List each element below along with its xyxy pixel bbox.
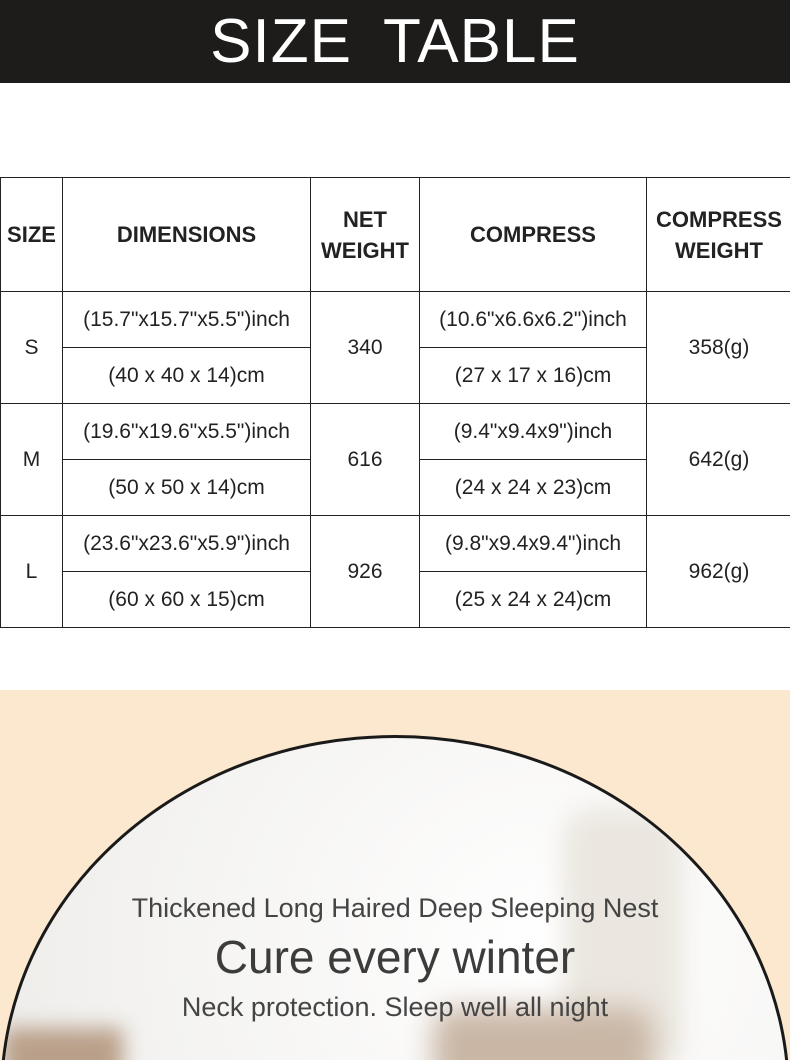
promo-headline: Cure every winter: [214, 931, 576, 983]
promo-tagline: Neck protection. Sleep well all night: [181, 992, 609, 1022]
compress-inch-cell: (9.8"x9.4x9.4")inch: [420, 516, 647, 572]
header-compress-weight: [647, 178, 790, 292]
promo-banner: [0, 690, 790, 1060]
header-banner: [0, 0, 790, 83]
dimension-inch-cell: (15.7"x15.7"x5.5")inch: [63, 292, 311, 348]
compress-cm-cell: (27 x 17 x 16)cm: [420, 348, 647, 404]
header-compress-weight-line2: WEIGHT: [675, 237, 763, 263]
compress-weight-cell: 358(g): [647, 292, 790, 404]
net-weight-cell: 616: [311, 404, 420, 516]
header-net-weight-line1: NET: [343, 206, 387, 232]
table-row: [1, 292, 790, 348]
header-dimensions: DIMENSIONS: [63, 178, 311, 292]
table-row: [1, 516, 790, 572]
compress-inch-cell: (10.6"x6.6x6.2")inch: [420, 292, 647, 348]
table-row: [1, 404, 790, 460]
compress-inch-cell: (9.4"x9.4x9")inch: [420, 404, 647, 460]
header-net-weight-line2: WEIGHT: [321, 237, 409, 263]
size-cell: L: [1, 516, 63, 628]
header-net-weight: [311, 178, 420, 292]
header-compress: COMPRESS: [420, 178, 647, 292]
dimension-cm-cell: (60 x 60 x 15)cm: [63, 572, 311, 628]
background-blur-shape: [3, 1028, 123, 1060]
dimension-inch-cell: (19.6"x19.6"x5.5")inch: [63, 404, 311, 460]
compress-cm-cell: (25 x 24 x 24)cm: [420, 572, 647, 628]
dimension-cm-cell: (50 x 50 x 14)cm: [63, 460, 311, 516]
compress-cm-cell: (24 x 24 x 23)cm: [420, 460, 647, 516]
dimension-inch-cell: (23.6"x23.6"x5.9")inch: [63, 516, 311, 572]
dimension-cm-cell: (40 x 40 x 14)cm: [63, 348, 311, 404]
net-weight-cell: 926: [311, 516, 420, 628]
compress-weight-cell: 962(g): [647, 516, 790, 628]
promo-subtitle: Thickened Long Haired Deep Sleeping Nest: [131, 893, 659, 923]
size-cell: S: [1, 292, 63, 404]
page-title: SIZE TABLE: [210, 7, 580, 76]
compress-weight-cell: 642(g): [647, 404, 790, 516]
header-compress-weight-line1: COMPRESS: [656, 206, 782, 232]
size-table: [0, 177, 790, 628]
table-header-row: [1, 178, 790, 292]
header-size: SIZE: [1, 178, 63, 292]
size-cell: M: [1, 404, 63, 516]
net-weight-cell: 340: [311, 292, 420, 404]
